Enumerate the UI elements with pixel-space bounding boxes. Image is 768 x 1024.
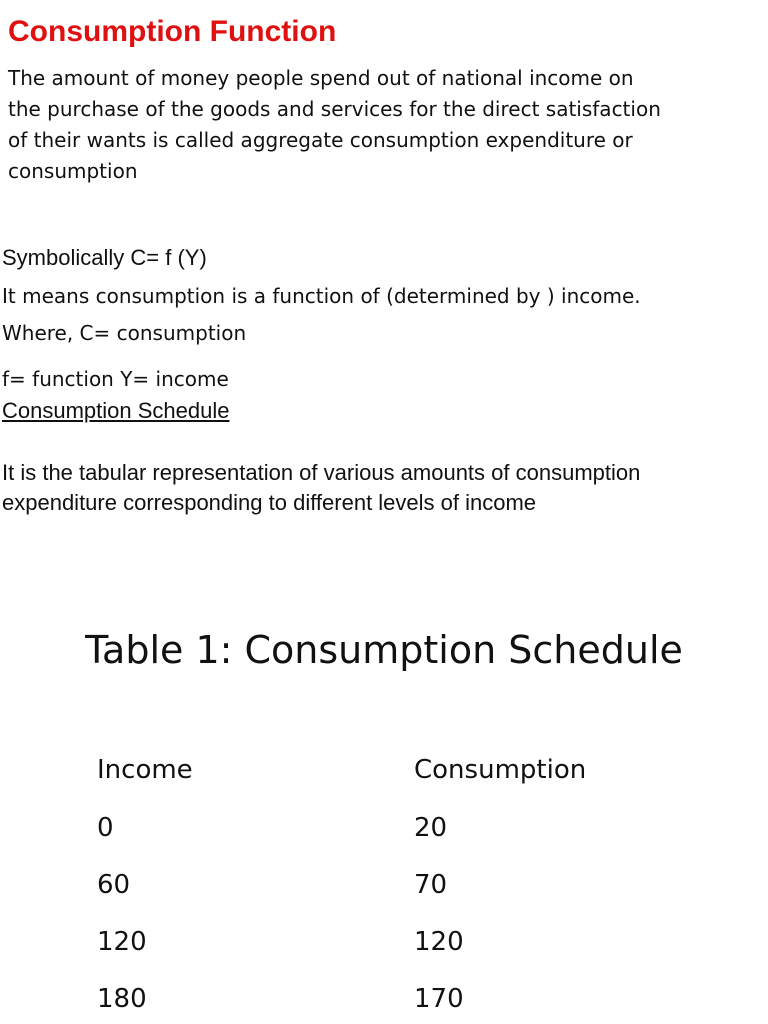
schedule-heading: Consumption Schedule (2, 398, 230, 423)
table-cell-income: 120 (97, 927, 147, 957)
symbolic-formula: Symbolically C= f (Y) (2, 245, 207, 270)
intro-line: of their wants is called aggregate consumption expenditure or (8, 128, 633, 152)
table-title: Table 1: Consumption Schedule (85, 628, 683, 672)
where-definition: Where, C= consumption (2, 321, 247, 345)
intro-paragraph (8, 63, 760, 187)
intro-line: the purchase of the goods and services for the direct satisfaction (8, 97, 661, 121)
table-cell-consumption: 70 (414, 870, 448, 900)
page-title: Consumption Function (8, 15, 337, 48)
definition-line: It is the tabular representation of various amounts of consumption (2, 460, 641, 485)
table-cell-income: 60 (97, 870, 131, 900)
table-header-consumption: Consumption (414, 755, 587, 785)
intro-line: consumption (8, 159, 138, 183)
table-cell-income: 0 (97, 813, 114, 843)
definition-line: expenditure corresponding to different levels of income (2, 490, 537, 515)
schedule-definition (2, 458, 766, 518)
table-cell-consumption: 170 (414, 984, 464, 1014)
table-cell-consumption: 120 (414, 927, 464, 957)
table-header-income: Income (97, 755, 193, 785)
function-definition: f= function Y= income (2, 367, 229, 391)
table-cell-consumption: 20 (414, 813, 448, 843)
intro-line: The amount of money people spend out of national income on (8, 66, 634, 90)
formula-meaning: It means consumption is a function of (determined by ) income. (2, 284, 641, 308)
table-cell-income: 180 (97, 984, 147, 1014)
